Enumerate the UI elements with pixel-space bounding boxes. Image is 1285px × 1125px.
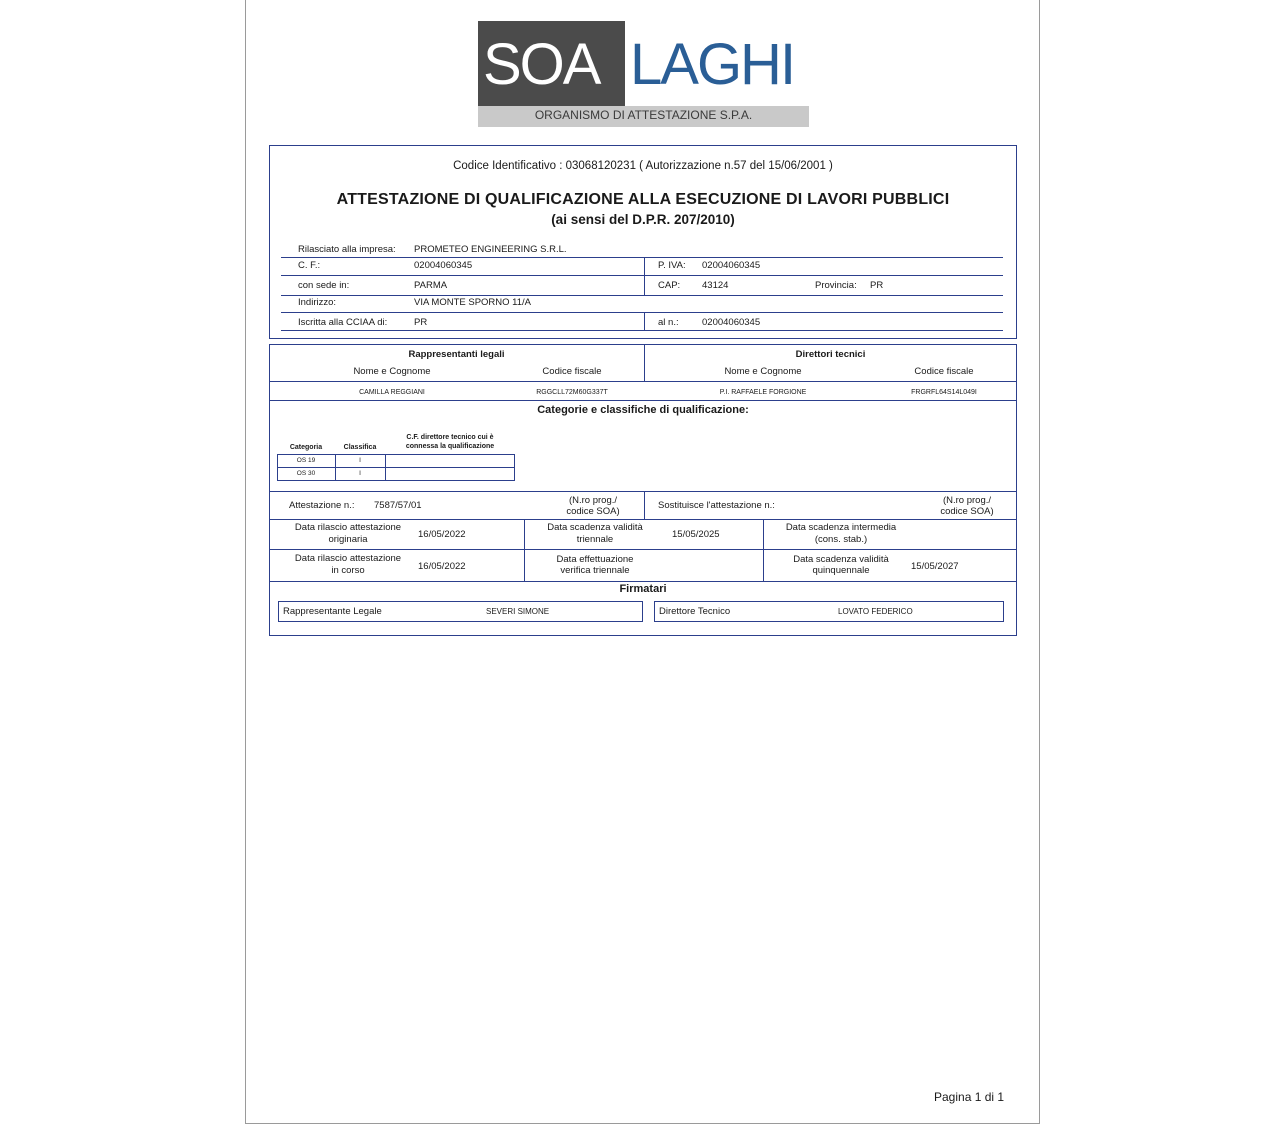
rilascio-orig-value: 16/05/2022 <box>418 529 466 540</box>
cf-label: C. F.: <box>298 260 321 271</box>
document-subtitle: (ai sensi del D.P.R. 207/2010) <box>551 212 735 227</box>
logo-tagline: ORGANISMO DI ATTESTAZIONE S.P.A. <box>534 108 753 122</box>
categorie-title: Categorie e classifiche di qualificazione: <box>537 404 749 416</box>
verifica-line1: Data effettuazione <box>556 554 634 565</box>
scad-interm-line2: (cons. stab.) <box>814 534 868 545</box>
indirizzo-label: Indirizzo: <box>298 297 337 308</box>
rilasciato-value: PROMETEO ENGINEERING S.R.L. <box>414 244 567 255</box>
rappresentante-nome: CAMILLA REGGIANI <box>359 389 425 396</box>
rappresentanti-col-nome: Nome e Cognome <box>353 366 431 377</box>
sede-value: PARMA <box>414 280 448 291</box>
impresa-section <box>269 145 1017 339</box>
piva-label: P. IVA: <box>658 260 686 271</box>
attestazione-label: Attestazione n.: <box>289 500 355 511</box>
document-title: ATTESTAZIONE DI QUALIFICAZIONE ALLA ESECUZIONE DI LAVORI PUBBLICI <box>336 191 950 208</box>
attestazione-value: 7587/57/01 <box>374 500 422 511</box>
cciaa-value: PR <box>414 317 428 328</box>
rilasciato-label: Rilasciato alla impresa: <box>298 244 396 255</box>
direttore-tecnico-label: Direttore Tecnico <box>659 606 731 617</box>
logo-word-laghi: LAGHI <box>630 32 795 97</box>
rilascio-corso-value: 16/05/2022 <box>418 561 466 572</box>
rappresentanti-title: Rappresentanti legali <box>408 349 505 360</box>
cap-label: CAP: <box>658 280 681 291</box>
provincia-label: Provincia: <box>815 280 857 291</box>
direttori-col-nome: Nome e Cognome <box>724 366 802 377</box>
scad-interm-line1: Data scadenza intermedia <box>785 522 897 533</box>
provincia-value: PR <box>870 280 884 291</box>
scad-trien-value: 15/05/2025 <box>672 529 720 540</box>
indirizzo-value: VIA MONTE SPORNO 11/A <box>414 297 532 308</box>
categorie-col-cf-line1: C.F. direttore tecnico cui è <box>406 434 494 441</box>
classifica-cell: I <box>359 470 361 477</box>
direttori-col-cf: Codice fiscale <box>914 366 974 377</box>
nprog-line2: codice SOA) <box>566 506 620 517</box>
cciaa-label: Iscritta alla CCIAA di: <box>298 317 388 328</box>
direttore-cf: FRGRFL64S14L049I <box>911 389 977 396</box>
scad-quinq-value: 15/05/2027 <box>911 561 959 572</box>
page-number: Pagina 1 di 1 <box>934 1090 1005 1104</box>
sede-label: con sede in: <box>298 280 350 291</box>
rilascio-corso-line2: in corso <box>331 565 365 576</box>
rilascio-corso-line1: Data rilascio attestazione <box>294 553 402 564</box>
al-n-value: 02004060345 <box>702 317 761 328</box>
rappresentante-legale-label: Rappresentante Legale <box>283 606 382 617</box>
piva-value: 02004060345 <box>702 260 761 271</box>
rilascio-orig-line1: Data rilascio attestazione <box>294 522 402 533</box>
rappresentanti-col-cf: Codice fiscale <box>542 366 602 377</box>
categoria-cell: OS 19 <box>296 457 316 464</box>
nprog2-line2: codice SOA) <box>940 506 994 517</box>
nprog-line1: (N.ro prog./ <box>568 495 618 506</box>
categoria-cell: OS 30 <box>296 470 316 477</box>
codice-identificativo: Codice Identificativo : 03068120231 ( Autorizzazione n.57 del 15/06/2001 ) <box>453 160 833 172</box>
verifica-line2: verifica triennale <box>560 565 630 576</box>
direttori-title: Direttori tecnici <box>795 349 866 360</box>
classifica-cell: I <box>359 457 361 464</box>
rappresentante-cf: RGGCLL72M60G337T <box>536 389 608 396</box>
cf-value: 02004060345 <box>414 260 473 271</box>
sostituisce-label: Sostituisce l'attestazione n.: <box>658 500 775 511</box>
scad-trien-line2: triennale <box>576 534 614 545</box>
nprog2-line1: (N.ro prog./ <box>942 495 992 506</box>
scad-trien-line1: Data scadenza validità <box>547 522 643 533</box>
categorie-col-cf-line2: connessa la qualificazione <box>405 443 495 450</box>
categorie-col-classifica: Classifica <box>343 444 377 451</box>
cap-value: 43124 <box>702 280 729 291</box>
rilascio-orig-line2: originaria <box>328 534 368 545</box>
scad-quinq-line1: Data scadenza validità <box>793 554 889 565</box>
scad-quinq-line2: quinquennale <box>812 565 870 576</box>
rappresentante-legale-value: SEVERI SIMONE <box>486 607 550 616</box>
logo-word-soa: SOA <box>483 32 600 97</box>
direttore-nome: P.I. RAFFAELE FORGIONE <box>719 389 807 396</box>
direttore-tecnico-value: LOVATO FEDERICO <box>838 607 913 616</box>
categorie-col-categoria: Categoria <box>289 444 323 451</box>
al-n-label: al n.: <box>658 317 679 328</box>
firmatari-title: Firmatari <box>619 583 667 595</box>
